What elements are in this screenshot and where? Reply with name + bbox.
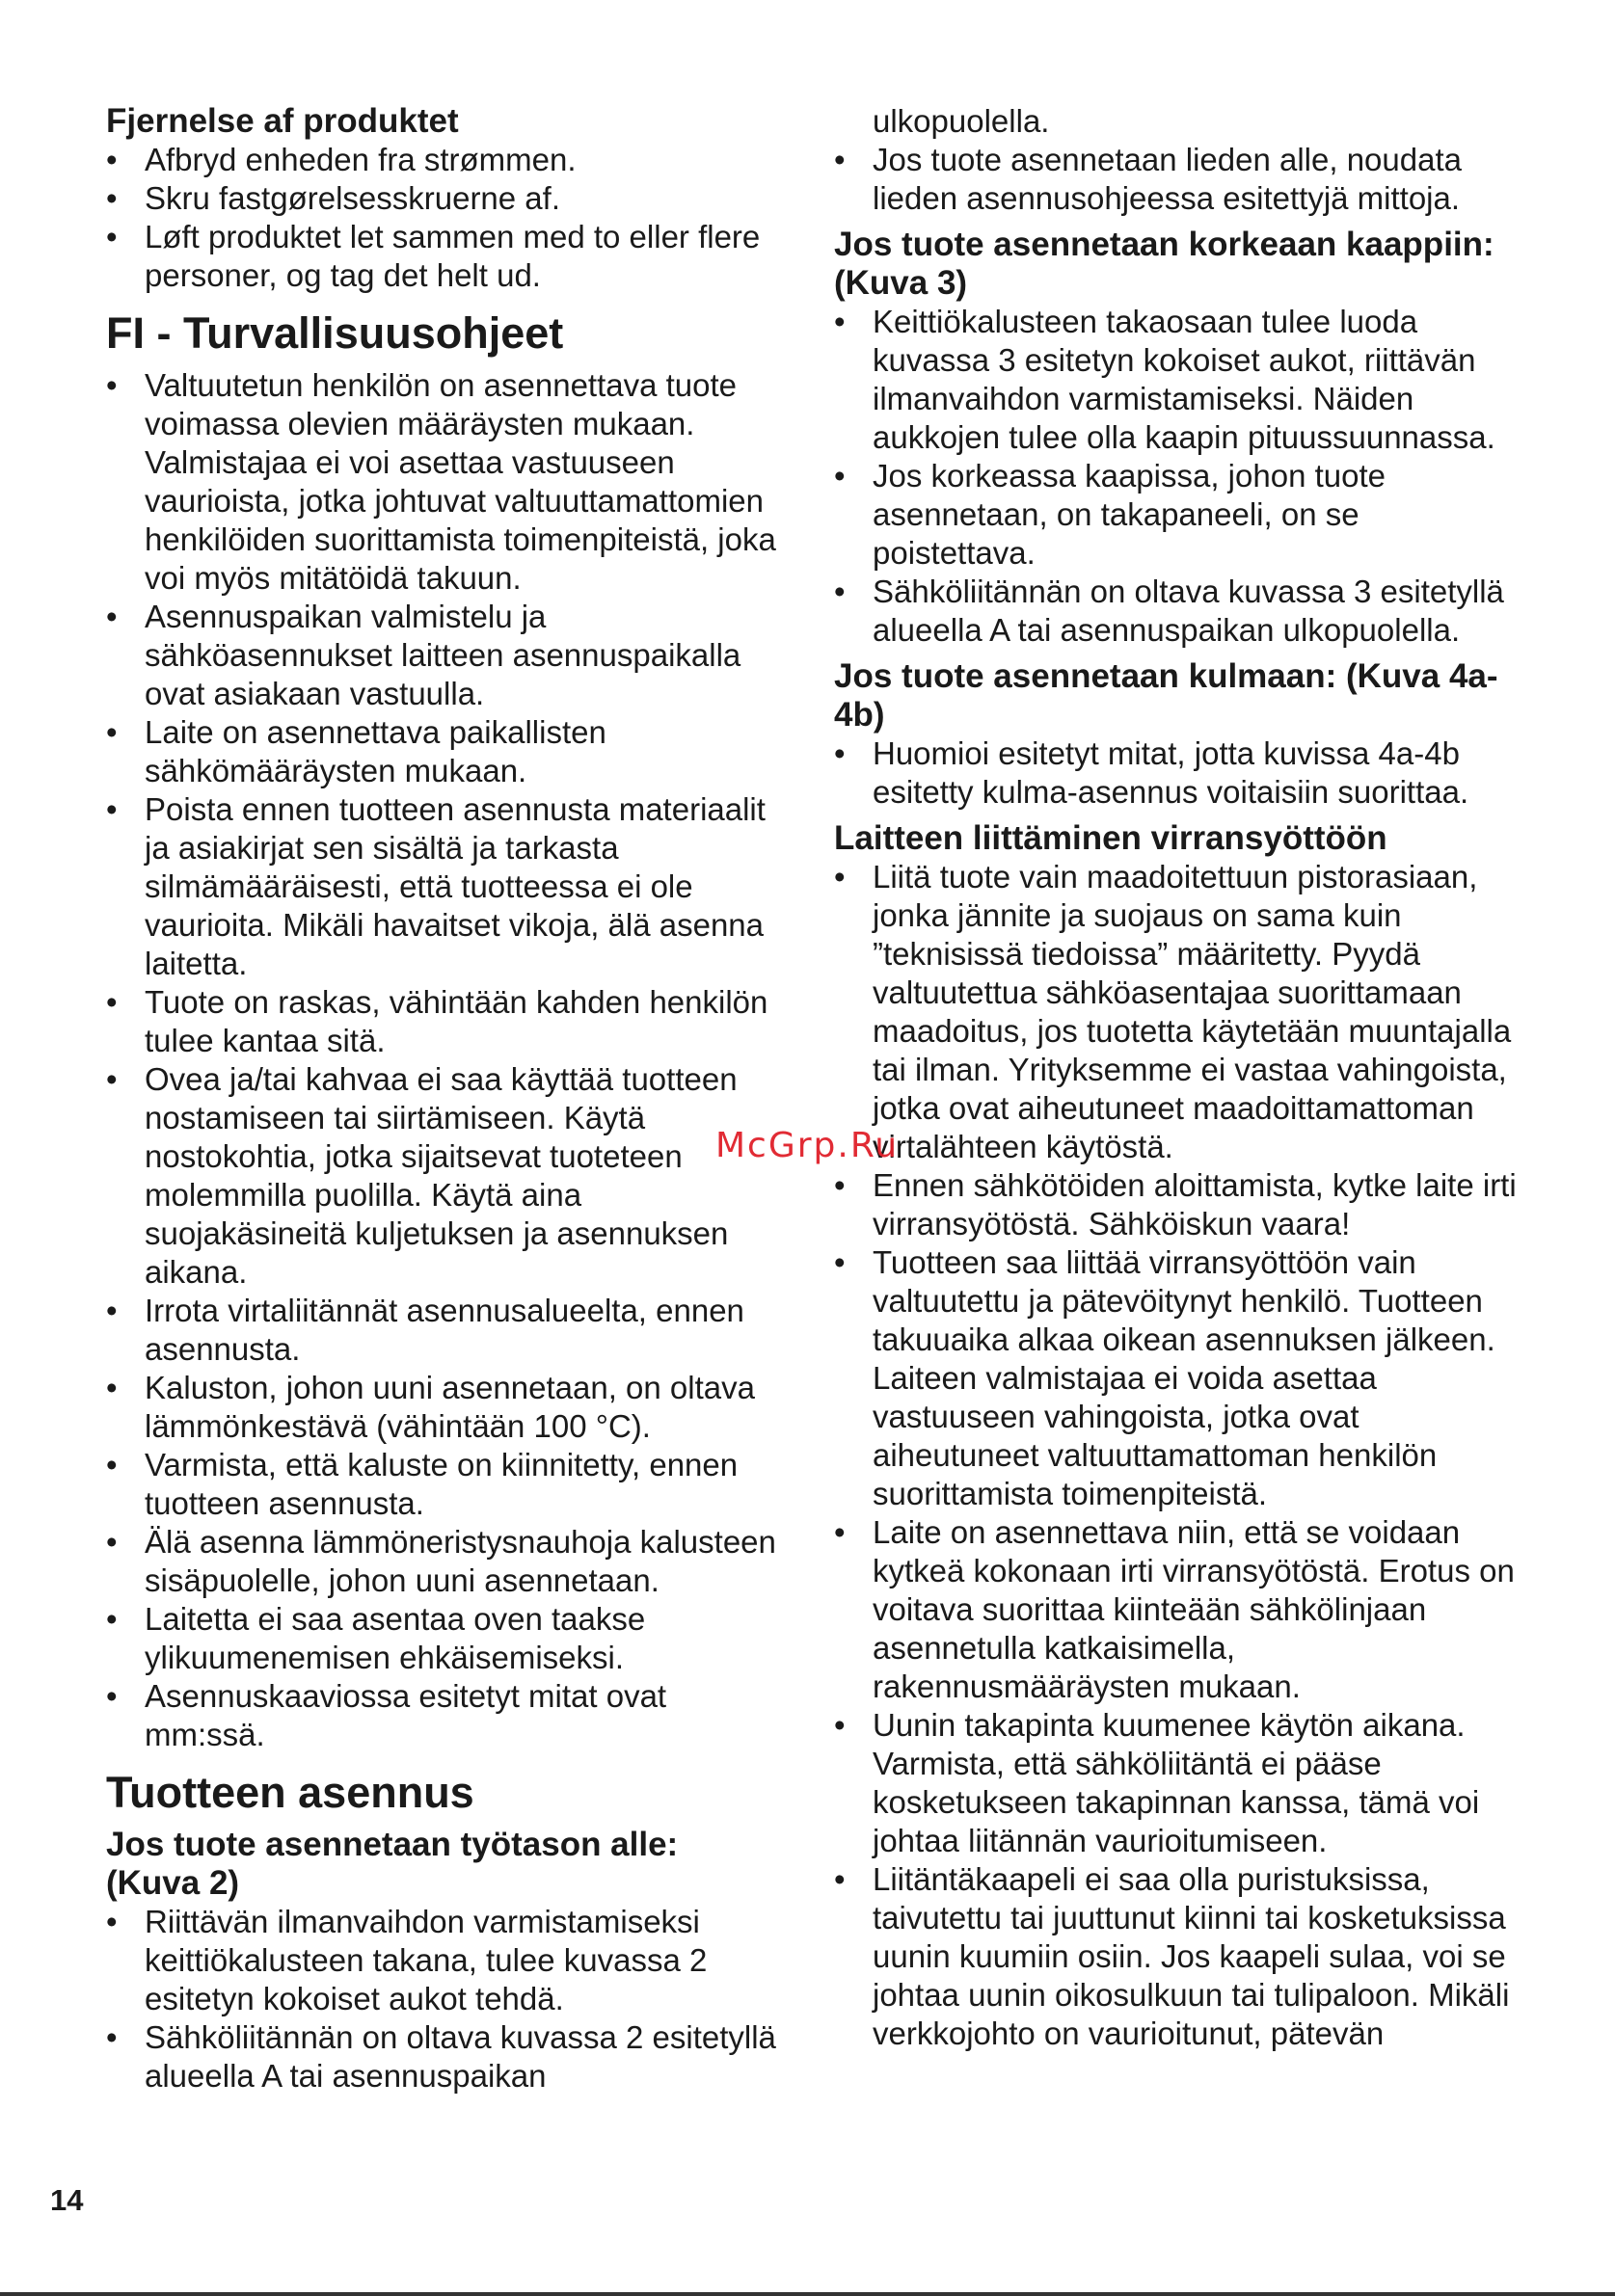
corner-list bbox=[834, 734, 1528, 812]
list-item: • Jos korkeassa kaapissa, johon tuote asennetaan, on takapaneeli, on se poistettava. bbox=[834, 457, 1528, 573]
safety-list bbox=[106, 366, 781, 1754]
left-column bbox=[106, 102, 781, 2096]
bottom-rule bbox=[0, 2292, 1615, 2296]
watermark: McGrp.Ru bbox=[715, 1126, 900, 1165]
heading-corner: Jos tuote asennetaan kulmaan: (Kuva 4a-4b) bbox=[834, 657, 1498, 734]
list-item: • Valtuutetun henkilön on asennettava tuote voimassa olevien määräysten mukaan. Valmistajaa ei voi asettaa vastuuseen vaurioista, jotka johtuvat valtuuttamattomien henkilöiden suorittamista toimenpiteistä, joka voi myös mitätöidä takuun. bbox=[106, 366, 781, 598]
list-item: • Sähköliitännän on oltava kuvassa 3 esitetyllä alueella A tai asennuspaikan ulkopuolella. bbox=[834, 573, 1528, 650]
under-worktop-list bbox=[106, 1903, 781, 2096]
list-item: • Asennuspaikan valmistelu ja sähköasennukset laitteen asennuspaikalla ovat asiakaan vastuulla. bbox=[106, 598, 781, 713]
list-item: • Afbryd enheden fra strømmen. bbox=[106, 141, 781, 179]
subheading-under-worktop: Jos tuote asennetaan työtason alle: (Kuva 2) bbox=[106, 1826, 679, 1902]
under-cooker-list bbox=[834, 141, 1528, 218]
heading-high-cabinet: Jos tuote asennetaan korkeaan kaappiin: (Kuva 3) bbox=[834, 226, 1494, 302]
list-item: • Laitetta ei saa asentaa oven taakse ylikuumenemisen ehkäisemiseksi. bbox=[106, 1600, 781, 1677]
list-item: • Tuotteen saa liittää virransyöttöön vain valtuutettu ja pätevöitynyt henkilö. Tuotteen takuuaika alkaa oikean asennuksen jälkeen. Laiteen valmistajaa ei voida asettaa vastuuseen vahingoista, jotka ovat aiheutuneet valtuuttamattoman henkilön suorittamista toimenpiteistä. bbox=[834, 1243, 1528, 1513]
list-item: • Riittävän ilmanvaihdon varmistamiseksi keittiökalusteen takana, tulee kuvassa 2 esitetyn kokoiset aukot tehdä. bbox=[106, 1903, 781, 2018]
high-cabinet-list bbox=[834, 303, 1528, 650]
list-item: • Älä asenna lämmöneristysnauhoja kalusteen sisäpuolelle, johon uuni asennetaan. bbox=[106, 1523, 781, 1600]
list-item: • Skru fastgørelsesskruerne af. bbox=[106, 179, 781, 218]
list-item: • Ovea ja/tai kahvaa ei saa käyttää tuotteen nostamiseen tai siirtämiseen. Käytä nostokohtia, jotka sijaitsevat tuoteteen molemmilla puolilla. Käytä aina suojakäsineitä kuljetuksen ja asennuksen aikana. bbox=[106, 1060, 781, 1292]
list-item: • Liitäntäkaapeli ei saa olla puristuksissa, taivutettu tai juuttunut kiinni tai kosketuksissa uunin kuumiin osiin. Jos kaapeli sulaa, voi se johtaa uunin oikosulkuun tai tulipaloon. Mikäli verkkojohto on vaurioitunut, pätevän bbox=[834, 1860, 1528, 2053]
list-item: • Liitä tuote vain maadoitettuun pistorasiaan, jonka jännite ja suojaus on sama kuin ”teknisissä tiedoissa” määritetty. Pyydä valtuutettua sähköasentajaa suorittamaan maadoitus, jos tuotetta käytetään muuntajalla tai ilman. Yrityksemme ei vastaa vahingoista, jotka ovat aiheutuneet maadoittamattoman virtalähteen käytöstä. bbox=[834, 858, 1528, 1166]
list-item: • Kaluston, johon uuni asennetaan, on oltava lämmönkestävä (vähintään 100 °C). bbox=[106, 1369, 781, 1446]
list-item: • Varmista, että kaluste on kiinnitetty, ennen tuotteen asennusta. bbox=[106, 1446, 781, 1523]
page-number: 14 bbox=[50, 2183, 84, 2217]
list-item: • Tuote on raskas, vähintään kahden henkilön tulee kantaa sitä. bbox=[106, 983, 781, 1060]
heading-removal: Fjernelse af produktet bbox=[106, 102, 459, 140]
continued-text: ulkopuolella. bbox=[873, 103, 1050, 139]
list-item: • Løft produktet let sammen med to eller flere personer, og tag det helt ud. bbox=[106, 218, 781, 295]
list-item: • Ennen sähkötöiden aloittamista, kytke laite irti virransyötöstä. Sähköiskun vaara! bbox=[834, 1166, 1528, 1243]
right-column bbox=[834, 102, 1528, 2053]
list-item: • Poista ennen tuotteen asennusta materiaalit ja asiakirjat sen sisältä ja tarkasta silmämääräisesti, että tuotteessa ei ole vaurioita. Mikäli havaitset vikoja, älä asenna laitetta. bbox=[106, 790, 781, 983]
list-item: • Huomioi esitetyt mitat, jotta kuvissa 4a-4b esitetty kulma-asennus voitaisiin suorittaa. bbox=[834, 734, 1528, 812]
list-item: • Laite on asennettava niin, että se voidaan kytkeä kokonaan irti virransyötöstä. Erotus on voitava suorittaa kiinteään sähkölinjaan asennetulla katkaisimella, rakennusmääräysten mukaan. bbox=[834, 1513, 1528, 1706]
list-item: • Keittiökalusteen takaosaan tulee luoda kuvassa 3 esitetyn kokoiset aukot, riittävän ilmanvaihdon varmistamiseksi. Näiden aukkojen tulee olla kaapin pituussuunnassa. bbox=[834, 303, 1528, 457]
list-item: • Laite on asennettava paikallisten sähkömääräysten mukaan. bbox=[106, 713, 781, 790]
heading-power-connection: Laitteen liittäminen virransyöttöön bbox=[834, 819, 1387, 857]
power-connection-list bbox=[834, 858, 1528, 2053]
list-item: • Uunin takapinta kuumenee käytön aikana. Varmista, että sähköliitäntä ei pääse kosketukseen takapinnan kanssa, tämä voi johtaa liitännän vaurioitumiseen. bbox=[834, 1706, 1528, 1860]
list-item: • Sähköliitännän on oltava kuvassa 2 esitetyllä alueella A tai asennuspaikan bbox=[106, 2018, 781, 2096]
list-item: • Jos tuote asennetaan lieden alle, noudata lieden asennusohjeessa esitettyjä mittoja. bbox=[834, 141, 1528, 218]
list-item: • Irrota virtaliitännät asennusalueelta, ennen asennusta. bbox=[106, 1292, 781, 1369]
heading-safety: FI - Turvallisuusohjeet bbox=[106, 308, 564, 358]
list-item: • Asennuskaaviossa esitetyt mitat ovat mm:ssä. bbox=[106, 1677, 781, 1754]
removal-list bbox=[106, 141, 781, 295]
heading-installation: Tuotteen asennus bbox=[106, 1768, 474, 1817]
